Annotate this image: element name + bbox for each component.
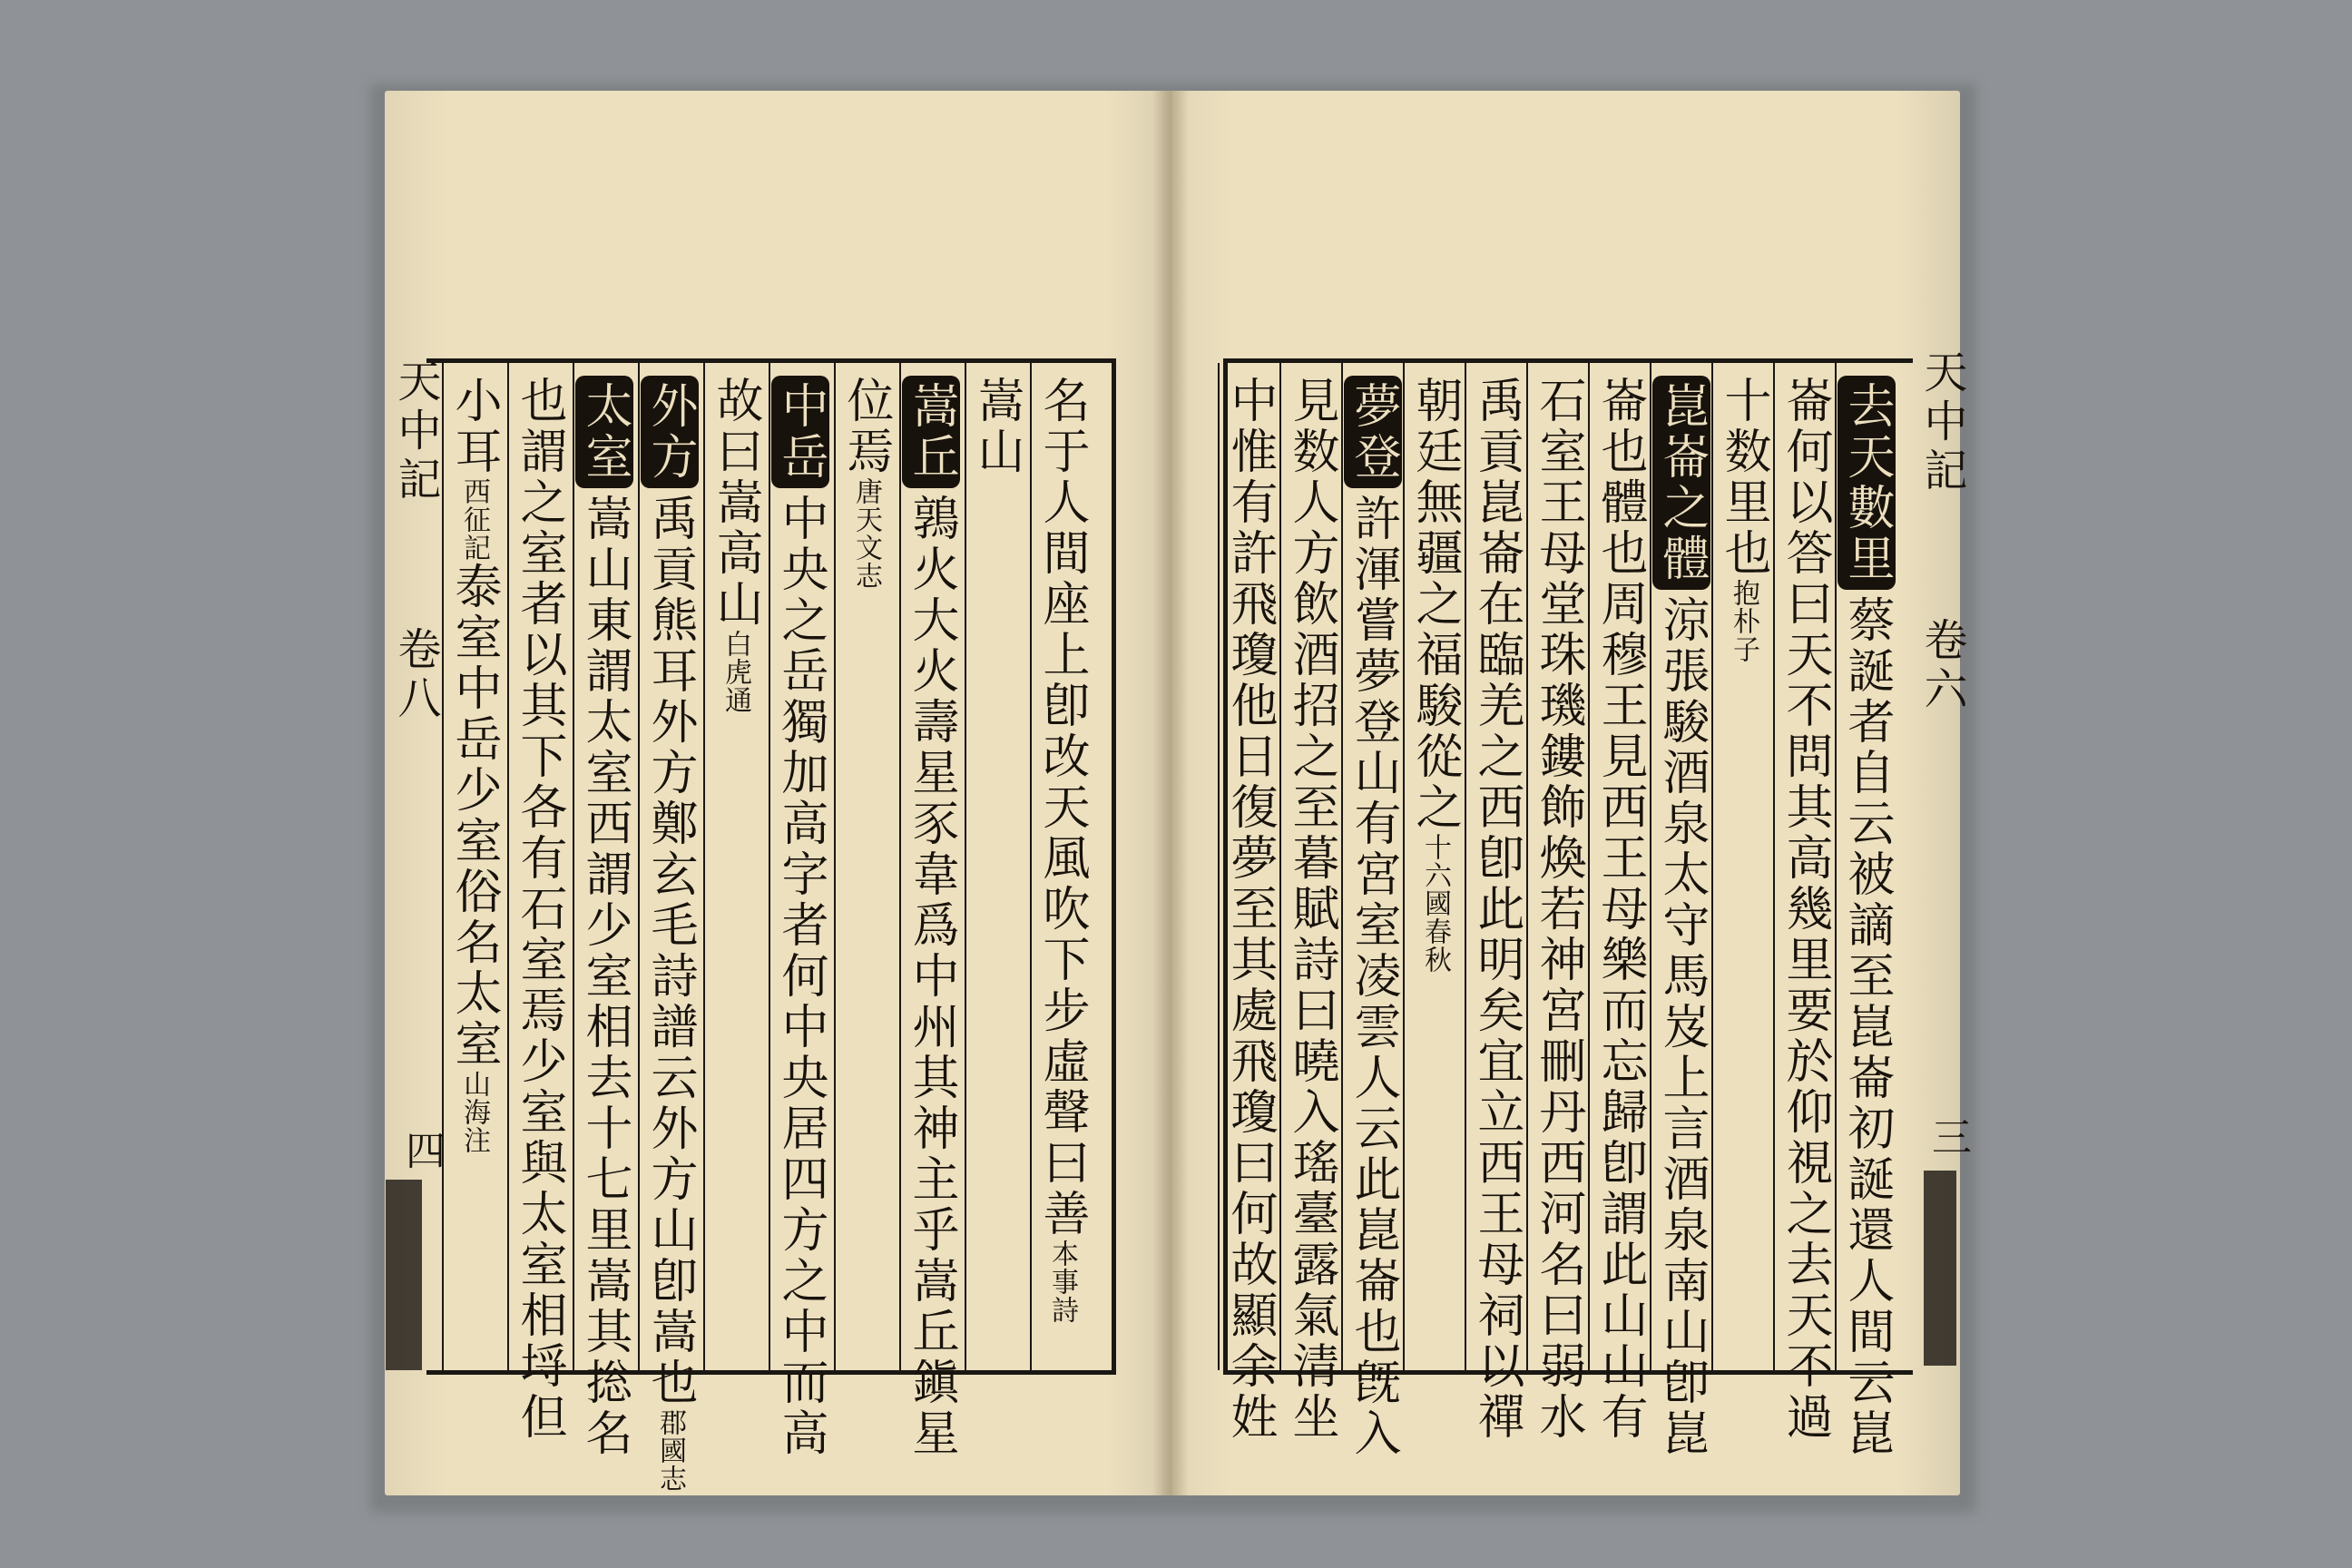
column-rule: [1465, 363, 1466, 1370]
column-rule: [1588, 363, 1590, 1370]
left-leaf-number: 四: [398, 1130, 445, 1170]
column-text: 許渾嘗夢登山有宮室凌雲人云此崑崙也旣入: [1346, 494, 1400, 1459]
source-note: 抱朴子: [1728, 579, 1759, 663]
text-column: [1220, 376, 1279, 1443]
column-text: 也謂之室者以其下各有石室焉少室與太室相埒但: [512, 376, 566, 1443]
column-text: 位焉: [838, 376, 893, 477]
column-rule: [1711, 363, 1713, 1370]
column-text: 鶉火大火壽星豕韋爲中州其神主乎嵩丘鎭星: [904, 494, 958, 1459]
column-rule: [899, 363, 901, 1370]
source-note: 白虎通: [720, 630, 751, 714]
column-rule: [834, 363, 836, 1370]
column-text: 嵩山東謂太室西謂少室相去十七里嵩其捴名: [577, 494, 632, 1459]
source-note: 本事詩: [1046, 1240, 1078, 1324]
topic-badge: 中岳: [771, 376, 829, 488]
column-text: 十数里也: [1716, 376, 1770, 579]
topic-badge: 外方: [641, 376, 699, 488]
column-text: 中惟有許飛瓊他日復夢至其處飛瓊曰何故顯余姓: [1222, 376, 1277, 1443]
source-note: 十六國春秋: [1419, 833, 1451, 974]
column-text: 見数人方飲酒招之至暮賦詩曰曉入瑤臺露氣清坐: [1284, 376, 1338, 1443]
text-column: [1776, 376, 1834, 1443]
topic-badge: 崑崙之體: [1652, 376, 1710, 590]
column-text: 崙也體也周穆王見西王母樂而忘歸卽謂此山山有: [1592, 376, 1647, 1443]
source-note: 郡國志: [654, 1408, 686, 1493]
column-rule: [1341, 363, 1343, 1370]
source-note: 唐天文志: [850, 477, 882, 590]
right-margin-volume: 卷六: [1916, 617, 1967, 715]
column-text: 名于人間座上卽改天風吹下步虛聲曰善: [1034, 376, 1089, 1240]
left-text-frame: [426, 358, 1116, 1493]
column-text: 小耳: [446, 376, 501, 477]
column-rule: [1773, 363, 1775, 1370]
text-column: [1467, 376, 1525, 1443]
column-rule: [1279, 363, 1281, 1370]
text-column: [1529, 376, 1587, 1443]
column-text: 涼張駿酒泉太守馬岌上言酒泉南山卽崑: [1654, 595, 1709, 1459]
source-note: 西征記: [458, 477, 490, 562]
column-text: 中央之岳獨加高字者何中央居四方之中而高: [773, 494, 828, 1459]
column-text: 朝廷無疆之福駿從之: [1407, 376, 1462, 833]
text-column: [771, 376, 829, 1459]
text-column: [837, 376, 895, 1356]
column-text: 故曰嵩高山: [708, 376, 762, 630]
text-column: [1282, 376, 1340, 1443]
column-rule: [1218, 363, 1220, 1370]
right-leaf-number: 三: [1925, 1116, 1971, 1156]
text-column: [1406, 376, 1464, 1356]
text-column: [706, 376, 764, 1356]
left-margin-title: 天中記: [390, 358, 441, 505]
topic-badge: 去天數里: [1838, 376, 1896, 590]
topic-badge: 夢登: [1344, 376, 1402, 488]
text-column: [1714, 376, 1772, 1356]
column-rule: [1835, 363, 1837, 1370]
column-rule: [507, 363, 509, 1370]
text-column: [445, 376, 503, 1356]
column-rule: [1403, 363, 1405, 1370]
text-column: [967, 376, 1025, 1356]
column-text: 蔡誕者自云被謫至崑崙初誕還人間云崑: [1839, 595, 1894, 1459]
column-rule: [1650, 363, 1651, 1370]
column-rule: [1030, 363, 1032, 1370]
source-note: 山海注: [458, 1070, 490, 1154]
column-text: 禹貢熊耳外方鄭玄毛詩譜云外方山卽嵩也: [642, 494, 697, 1408]
column-rule: [638, 363, 640, 1370]
column-rule: [573, 363, 574, 1370]
text-column: [1344, 376, 1402, 1459]
left-margin-volume: 卷八: [390, 626, 441, 724]
right-margin-title: 天中記: [1916, 349, 1967, 496]
column-rule: [703, 363, 705, 1370]
column-text: 泰室中岳少室俗名太室: [446, 562, 501, 1070]
text-column: [575, 376, 633, 1459]
column-rule: [1526, 363, 1528, 1370]
column-rule: [965, 363, 966, 1370]
text-column: [1591, 376, 1649, 1443]
text-column: [1033, 376, 1091, 1356]
column-text: 嵩山: [969, 376, 1024, 477]
book-gutter: [1152, 91, 1189, 1495]
column-rule: [442, 363, 444, 1370]
left-edge-print: [386, 1180, 422, 1370]
text-column: [1652, 376, 1710, 1459]
column-text: 禹貢崑崙在臨羌之西卽此明矣宜立西王母祠以禪: [1469, 376, 1524, 1443]
topic-badge: 太室: [575, 376, 633, 488]
text-column: [1838, 376, 1896, 1459]
right-edge-print: [1924, 1171, 1956, 1366]
right-text-frame: [1222, 358, 1913, 1459]
column-text: 石室王母堂珠璣鏤飾煥若神宮刪丹西河名曰弱水: [1531, 376, 1585, 1443]
column-text: 崙何以答曰天不問其高幾里要於仰視之去天不過: [1778, 376, 1832, 1443]
text-column: [902, 376, 960, 1459]
topic-badge: 嵩丘: [902, 376, 960, 488]
text-column: [510, 376, 568, 1443]
text-column: [641, 376, 699, 1493]
column-rule: [769, 363, 770, 1370]
